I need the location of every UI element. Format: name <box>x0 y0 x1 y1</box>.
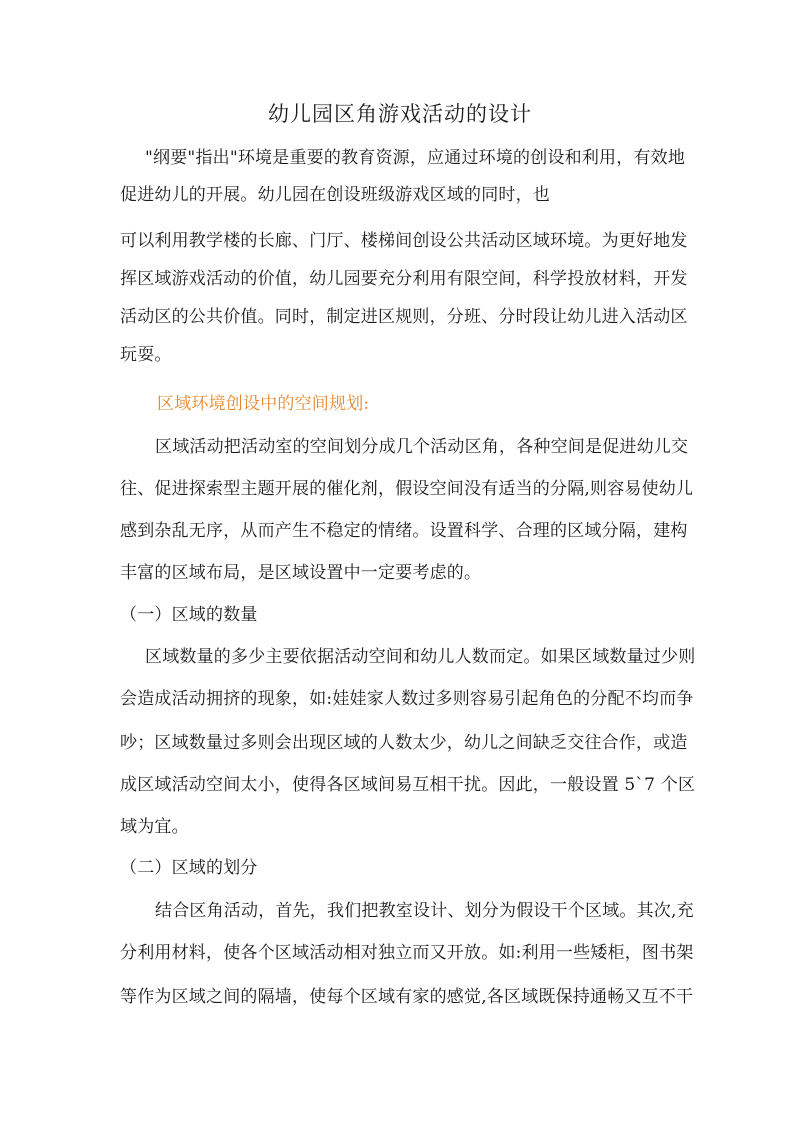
paragraph-line: 可以利用教学楼的长廊、门厅、楼梯间创设公共活动区域环境。为更好地发 <box>120 231 688 251</box>
paragraph-line: 促进幼儿的开展。幼儿园在创设班级游戏区域的同时，也 <box>120 185 550 205</box>
subsection-heading: （二）区域的划分 <box>120 858 258 878</box>
paragraph-line: 感到杂乱无序，从而产生不稳定的情绪。设置科学、合理的区域分隔，建构 <box>120 521 688 541</box>
paragraph-line: 挥区域游戏活动的价值，幼儿园要充分利用有限空间，科学投放材料，开发 <box>120 269 688 289</box>
paragraph-line: 区域数量的多少主要依据活动空间和幼儿人数而定。如果区域数量过少则 <box>145 647 696 667</box>
paragraph-line: "纲要"指出"环境是重要的教育资源，应通过环境的创设和利用，有效地 <box>145 148 686 168</box>
paragraph-line: 往、促进探索型主题开展的催化剂，假设空间没有适当的分隔,则容易使幼儿 <box>120 479 694 499</box>
paragraph-line: 吵；区域数量过多则会出现区域的人数太少，幼儿之间缺乏交往合作，或造 <box>120 733 688 753</box>
paragraph-line: 等作为区域之间的隔墙，使每个区域有家的感觉,各区域既保持通畅又互不干 <box>120 987 694 1007</box>
paragraph-line: 玩耍。 <box>120 345 172 365</box>
paragraph-line: 结合区角活动，首先，我们把教室设计、划分为假设干个区域。其次,充 <box>155 901 694 921</box>
paragraph-line: 域为宜。 <box>120 817 189 837</box>
subsection-heading: （一）区域的数量 <box>120 605 258 625</box>
document-title: 幼儿园区角游戏活动的设计 <box>268 102 532 126</box>
paragraph-line: 丰富的区域布局，是区域设置中一定要考虑的。 <box>120 563 482 583</box>
paragraph-line: 分利用材料，使各个区域活动相对独立而又开放。如:利用一些矮柜，图书架 <box>120 943 694 963</box>
paragraph-line: 会造成活动拥挤的现象，如:娃娃家人数过多则容易引起角色的分配不均而争 <box>120 689 694 709</box>
paragraph-line: 活动区的公共价值。同时，制定进区规则，分班、分时段让幼儿进入活动区 <box>120 307 688 327</box>
paragraph-line: 区域活动把活动室的空间划分成几个活动区角，各种空间是促进幼儿交 <box>155 437 689 457</box>
section-heading: 区域环境创设中的空间规划: <box>157 394 370 414</box>
paragraph-line: 成区域活动空间太小，使得各区域间易互相干扰。因此，一般设置 5`7 个区 <box>120 775 696 795</box>
